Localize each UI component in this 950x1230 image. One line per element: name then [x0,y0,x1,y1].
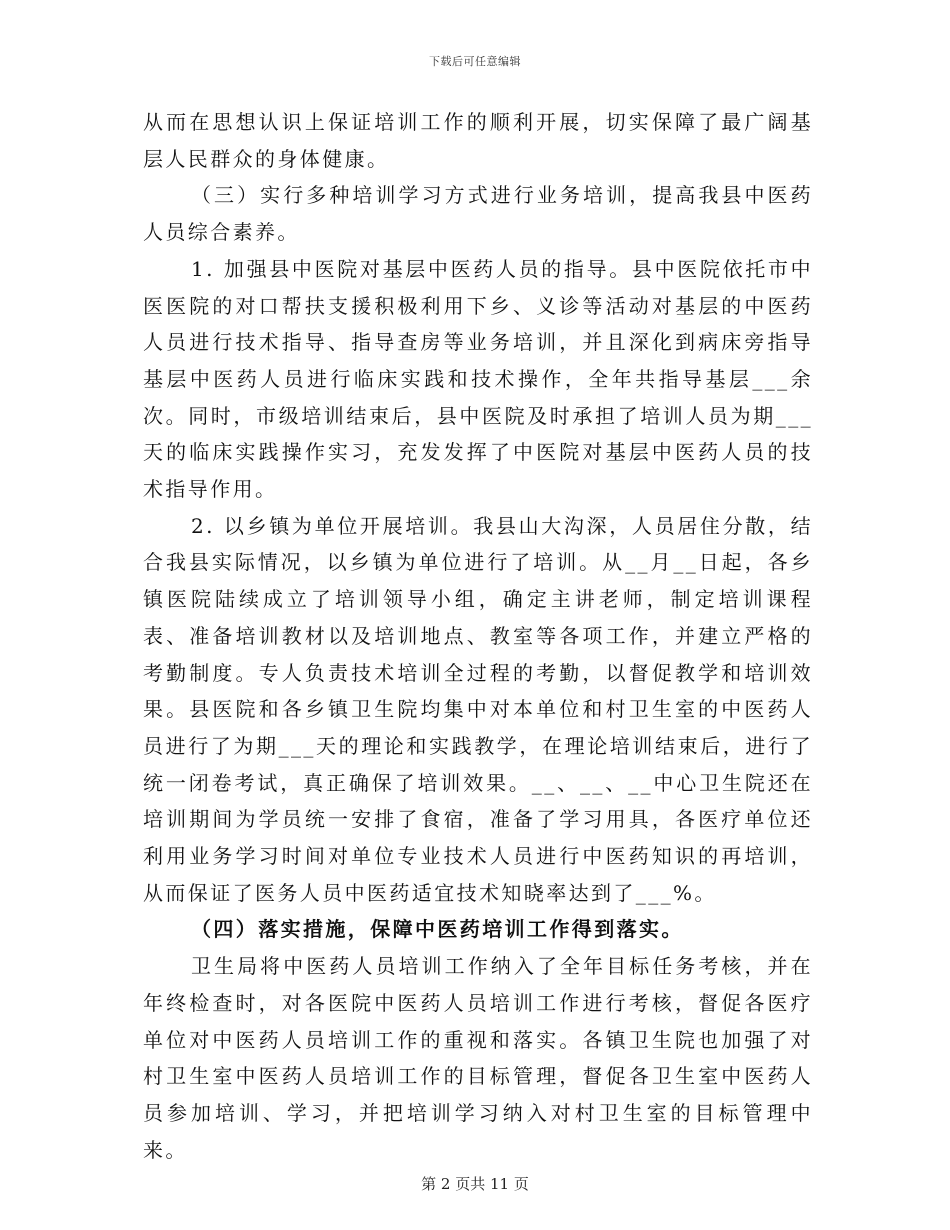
section-heading-4: （四）落实措施，保障中医药培训工作得到落实。 [191,917,684,942]
document-body [143,104,813,1168]
section-heading-3: （三）实行多种培训学习方式进行业务培训，提高我县中医药人员综合素养。 [143,183,813,245]
paragraph-item-2: 2. 以乡镇为单位开展培训。我县山大沟深，人员居住分散，结合我县实际情况，以乡镇为单位进行了培训。从__月__日起，各乡镇医院陆续成立了培训领导小组，确定主讲老师，制定培训课程表、准备培训教材以及培训地点、教室等各项工作，并建立严格的考勤制度。专人负责技术培训全过程的考勤，以督促教学和培训效果。县医院和各乡镇卫生院均集中对本单位和村卫生室的中医药人员进行了为期___天的理论和实践教学，在理论培训结束后，进行了统一闭卷考试，真正确保了培训效果。__、__、__中心卫生院还在培训期间为学员统一安排了食宿，准备了学习用具，各医疗单位还利用业务学习时间对单位专业技术人员进行中医药知识的再培训，从而保证了医务人员中医药适宜技术知晓率达到了___%。 [143,513,813,905]
paragraph-continuation: 从而在思想认识上保证培训工作的顺利开展，切实保障了最广阔基层人民群众的身体健康。 [143,110,813,171]
paragraph-section-4-body: 卫生局将中医药人员培训工作纳入了全年目标任务考核，并在年终检查时，对各医院中医药人员培训工作进行考核，督促各医疗单位对中医药人员培训工作的重视和落实。各镇卫生院也加强了对村卫生室中医药人员培训工作的目标管理，督促各卫生室中医药人员参加培训、学习，并把培训学习纳入对村卫生室的目标管理中来。 [143,954,813,1162]
paragraph-item-1: 1. 加强县中医院对基层中医药人员的指导。县中医院依托市中医医院的对口帮扶支援积极利用下乡、义诊等活动对基层的中医药人员进行技术指导、指导查房等业务培训，并且深化到病床旁指导基层中医药人员进行临床实践和技术操作，全年共指导基层___余次。同时，市级培训结束后，县中医院及时承担了培训人员为期___天的临床实践操作实习，充发发挥了中医院对基层中医药人员的技术指导作用。 [143,256,813,502]
page-number: 第 2 页共 11 页 [421,1175,529,1193]
page-header: 下载后可任意编辑 [429,55,521,68]
